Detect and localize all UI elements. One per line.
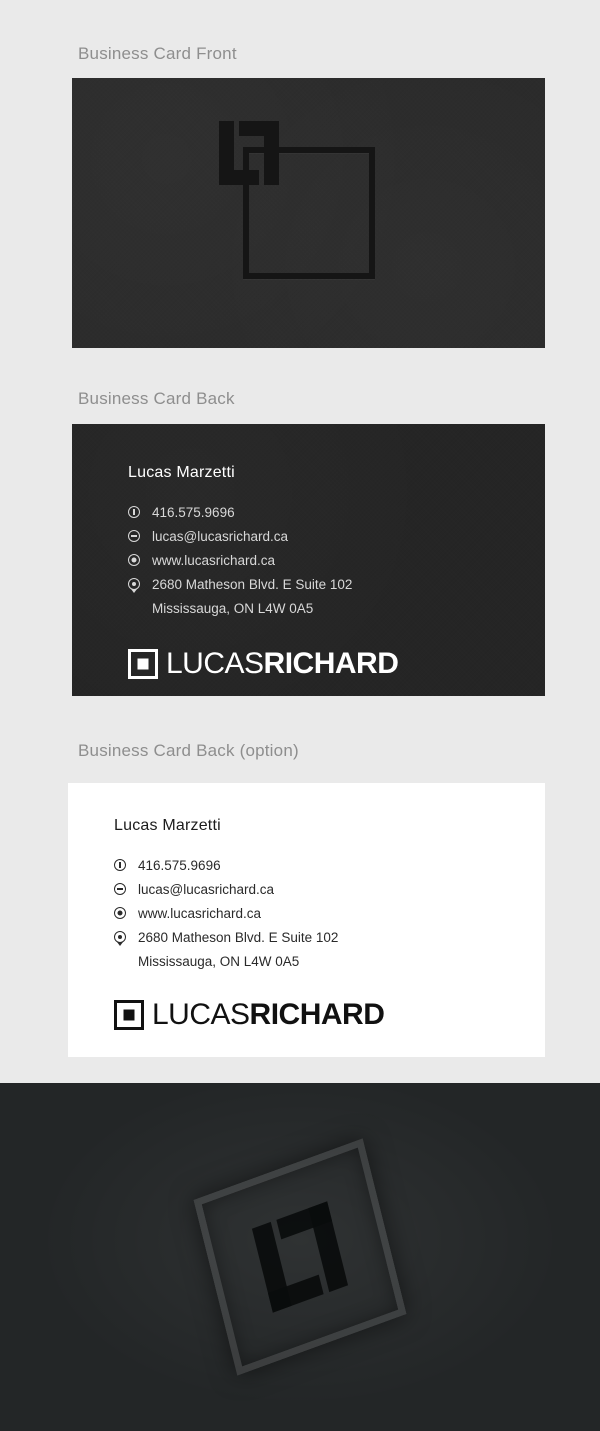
- brand-wordmark: [128, 649, 545, 679]
- business-card-back-dark-preview: [72, 424, 545, 696]
- logo-hero-mockup: [0, 1083, 600, 1431]
- contact-row-email: [128, 526, 545, 547]
- email-icon: [128, 530, 140, 542]
- brand-badge-icon: [128, 649, 158, 679]
- brand-wordmark: [114, 1000, 545, 1030]
- contact-text-email: lucas@lucasrichard.ca: [138, 882, 275, 897]
- brand-badge-icon: [114, 1000, 144, 1030]
- contact-text-address: 2680 Matheson Blvd. E Suite 102: [138, 930, 339, 945]
- email-icon: [114, 883, 126, 895]
- contact-text-website: www.lucasrichard.ca: [152, 553, 276, 568]
- contact-row-website: [114, 903, 545, 924]
- phone-icon: [128, 506, 140, 518]
- website-icon: [114, 907, 126, 919]
- person-name: Lucas Marzetti: [114, 817, 221, 834]
- address-line-2: Mississauga, ON L4W 0A5: [152, 601, 314, 616]
- hero-logo-mark: [194, 1138, 407, 1375]
- address-line-2: Mississauga, ON L4W 0A5: [138, 954, 300, 969]
- location-pin-icon: [128, 578, 140, 590]
- contact-row-address: [128, 574, 545, 595]
- embossed-logo-frame: [243, 147, 375, 279]
- contact-text-website: www.lucasrichard.ca: [138, 906, 262, 921]
- section-label-back: Business Card Back: [78, 389, 235, 408]
- contact-list: [114, 855, 545, 948]
- contact-text-address: 2680 Matheson Blvd. E Suite 102: [152, 577, 353, 592]
- contact-row-phone: [114, 855, 545, 876]
- website-icon: [128, 554, 140, 566]
- contact-text-phone: 416.575.9696: [138, 858, 221, 873]
- card-content-dark: [72, 424, 545, 679]
- contact-row-website: [128, 550, 545, 571]
- wordmark-bold: RICHARD: [249, 998, 385, 1031]
- section-label-back-option: Business Card Back (option): [78, 741, 299, 760]
- contact-text-phone: 416.575.9696: [152, 505, 235, 520]
- contact-row-email: [114, 879, 545, 900]
- business-card-front-preview: [72, 78, 545, 348]
- person-name: Lucas Marzetti: [128, 464, 235, 481]
- contact-list: [128, 502, 545, 595]
- location-pin-icon: [114, 931, 126, 943]
- business-card-back-light-preview: [68, 783, 545, 1057]
- phone-icon: [114, 859, 126, 871]
- wordmark-light: LUCAS: [152, 998, 250, 1031]
- wordmark-bold: RICHARD: [263, 647, 399, 680]
- contact-text-email: lucas@lucasrichard.ca: [152, 529, 289, 544]
- card-content-light: [68, 783, 545, 1030]
- monogram-icon: [217, 121, 281, 185]
- wordmark-light: LUCAS: [166, 647, 264, 680]
- section-label-front: Business Card Front: [78, 44, 237, 63]
- contact-row-phone: [128, 502, 545, 523]
- contact-row-address: [114, 927, 545, 948]
